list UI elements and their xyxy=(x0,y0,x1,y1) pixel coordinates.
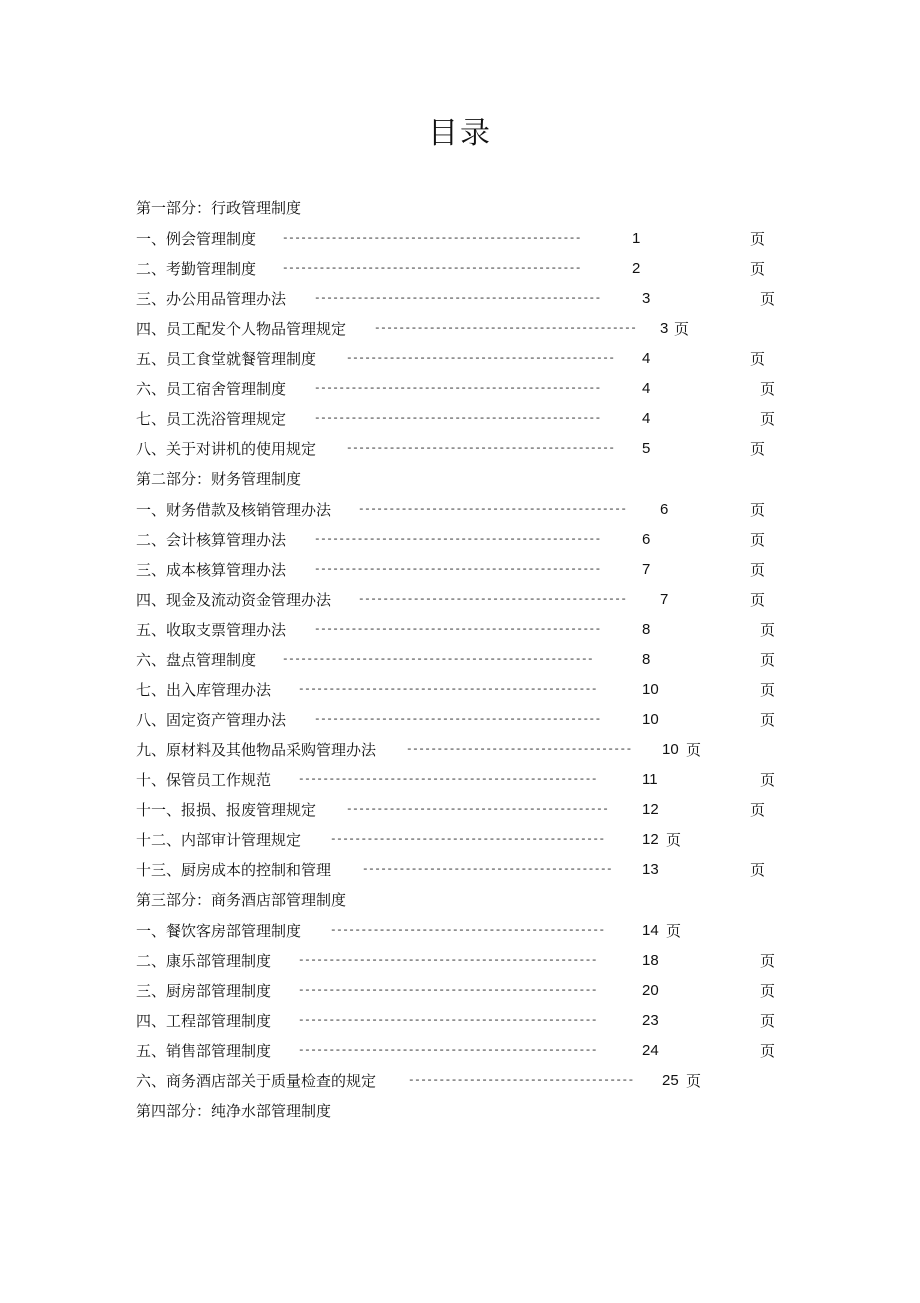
toc-entry xyxy=(136,585,836,615)
page-unit: 页 xyxy=(666,922,682,940)
page-unit: 页 xyxy=(760,380,776,398)
leader-dashes: ----------------------------------------------- xyxy=(314,624,601,636)
toc-entry xyxy=(136,1036,836,1066)
page-number: 5 xyxy=(642,440,651,457)
entry-title: 三、成本核算管理办法 xyxy=(136,561,287,579)
entry-title: 四、工程部管理制度 xyxy=(136,1012,272,1030)
toc-entry xyxy=(136,795,836,825)
toc-entry xyxy=(136,735,836,765)
toc-entry xyxy=(136,675,836,705)
entry-title: 八、关于对讲机的使用规定 xyxy=(136,440,317,458)
page-title: 目录 xyxy=(428,116,492,151)
toc-entry xyxy=(136,825,836,855)
page-unit: 页 xyxy=(760,681,776,699)
toc-section-heading xyxy=(136,885,836,916)
leader-dashes: ----------------------------------------------- xyxy=(314,564,601,576)
page-unit: 页 xyxy=(750,440,766,458)
page-unit: 页 xyxy=(666,831,682,849)
page-unit: 页 xyxy=(760,982,776,1000)
entry-title: 五、销售部管理制度 xyxy=(136,1042,272,1060)
toc-entry xyxy=(136,705,836,735)
page-unit: 页 xyxy=(750,350,766,368)
page-number: 8 xyxy=(642,621,651,638)
entry-title: 十二、内部审计管理规定 xyxy=(136,831,302,849)
page-number: 3 xyxy=(642,290,651,307)
entry-title: 三、厨房部管理制度 xyxy=(136,982,272,1000)
page-number: 4 xyxy=(642,380,651,397)
toc-entry xyxy=(136,374,836,404)
page-unit: 页 xyxy=(686,1072,702,1090)
page-number: 14 xyxy=(642,922,659,939)
leader-dashes: ------------------------------------- xyxy=(408,1075,634,1087)
leader-dashes: ------------------------------------------------- xyxy=(298,684,597,696)
section-title: 第四部分：纯净水部管理制度 xyxy=(136,1102,332,1120)
entry-title: 四、现金及流动资金管理办法 xyxy=(136,591,332,609)
page-number: 24 xyxy=(642,1042,659,1059)
page-number: 12 xyxy=(642,831,659,848)
entry-title: 五、收取支票管理办法 xyxy=(136,621,287,639)
page-number: 13 xyxy=(642,861,659,878)
page-unit: 页 xyxy=(760,771,776,789)
leader-dashes: ------------------------------------------------- xyxy=(282,233,581,245)
entry-title: 六、盘点管理制度 xyxy=(136,651,257,669)
leader-dashes: ----------------------------------------------- xyxy=(314,293,601,305)
page-number: 3 xyxy=(660,320,669,337)
entry-title: 二、康乐部管理制度 xyxy=(136,952,272,970)
entry-title: 十、保管员工作规范 xyxy=(136,771,272,789)
page-number: 2 xyxy=(632,260,641,277)
page-unit: 页 xyxy=(760,651,776,669)
leader-dashes: -------------------------------------------- xyxy=(346,443,615,455)
toc-section-heading xyxy=(136,193,836,224)
toc-entry xyxy=(136,615,836,645)
page-number: 23 xyxy=(642,1012,659,1029)
toc-entry xyxy=(136,555,836,585)
toc-entry xyxy=(136,224,836,254)
toc-entry xyxy=(136,404,836,434)
entry-title: 六、员工宿舍管理制度 xyxy=(136,380,287,398)
page-number: 11 xyxy=(642,771,658,788)
entry-title: 二、考勤管理制度 xyxy=(136,260,257,278)
toc-entry xyxy=(136,434,836,464)
page-unit: 页 xyxy=(760,1012,776,1030)
page-unit: 页 xyxy=(750,230,766,248)
entry-title: 一、例会管理制度 xyxy=(136,230,257,248)
entry-title: 二、会计核算管理办法 xyxy=(136,531,287,549)
page-unit: 页 xyxy=(750,591,766,609)
leader-dashes: ------------------------------------------------- xyxy=(298,1015,597,1027)
entry-title: 五、员工食堂就餐管理制度 xyxy=(136,350,317,368)
toc-entry xyxy=(136,765,836,795)
toc-entry xyxy=(136,976,836,1006)
toc-entry xyxy=(136,916,836,946)
page-number: 7 xyxy=(660,591,669,608)
section-title: 第一部分：行政管理制度 xyxy=(136,199,302,217)
entry-title: 八、固定资产管理办法 xyxy=(136,711,287,729)
page-number: 8 xyxy=(642,651,651,668)
leader-dashes: --------------------------------------------------- xyxy=(282,654,594,666)
page-unit: 页 xyxy=(750,861,766,879)
page-number: 10 xyxy=(642,711,659,728)
toc-entry xyxy=(136,284,836,314)
page-unit: 页 xyxy=(750,531,766,549)
leader-dashes: ----------------------------------------------- xyxy=(314,714,601,726)
leader-dashes: ------------------------------------------- xyxy=(374,323,637,335)
toc-entry xyxy=(136,314,836,344)
page-unit: 页 xyxy=(760,290,776,308)
leader-dashes: ----------------------------------------- xyxy=(362,864,613,876)
page-unit: 页 xyxy=(674,320,690,338)
page-number: 4 xyxy=(642,350,651,367)
page-number: 7 xyxy=(642,561,651,578)
toc-section-heading xyxy=(136,1096,836,1127)
toc-section-heading xyxy=(136,464,836,495)
page-number: 18 xyxy=(642,952,659,969)
page-unit: 页 xyxy=(750,501,766,519)
entry-title: 九、原材料及其他物品采购管理办法 xyxy=(136,741,377,759)
entry-title: 三、办公用品管理办法 xyxy=(136,290,287,308)
page-number: 20 xyxy=(642,982,659,999)
entry-title: 七、员工洗浴管理规定 xyxy=(136,410,287,428)
page-number: 6 xyxy=(660,501,669,518)
leader-dashes: -------------------------------------------- xyxy=(346,353,615,365)
leader-dashes: ------------------------------------------------- xyxy=(298,955,597,967)
page-number: 1 xyxy=(632,230,641,247)
page-unit: 页 xyxy=(760,1042,776,1060)
toc-entry xyxy=(136,254,836,284)
entry-title: 十三、厨房成本的控制和管理 xyxy=(136,861,332,879)
leader-dashes: ------------------------------------------------- xyxy=(282,263,581,275)
leader-dashes: ------------------------------------------------- xyxy=(298,774,597,786)
entry-title: 七、出入库管理办法 xyxy=(136,681,272,699)
page-unit: 页 xyxy=(750,561,766,579)
leader-dashes: ----------------------------------------------- xyxy=(314,383,601,395)
toc-entry xyxy=(136,1066,836,1096)
toc-entry xyxy=(136,525,836,555)
entry-title: 一、餐饮客房部管理制度 xyxy=(136,922,302,940)
toc-entry xyxy=(136,645,836,675)
leader-dashes: ------------------------------------------------- xyxy=(298,1045,597,1057)
toc-entry xyxy=(136,855,836,885)
entry-title: 十一、报损、报废管理规定 xyxy=(136,801,317,819)
section-title: 第三部分：商务酒店部管理制度 xyxy=(136,891,347,909)
page-number: 6 xyxy=(642,531,651,548)
leader-dashes: ------------------------------------- xyxy=(406,744,632,756)
leader-dashes: ------------------------------------------------- xyxy=(298,985,597,997)
entry-title: 六、商务酒店部关于质量检查的规定 xyxy=(136,1072,377,1090)
leader-dashes: -------------------------------------------- xyxy=(358,594,627,606)
toc-entry xyxy=(136,1006,836,1036)
leader-dashes: --------------------------------------------- xyxy=(330,925,605,937)
page-unit: 页 xyxy=(750,260,766,278)
page-number: 10 xyxy=(642,681,659,698)
leader-dashes: ----------------------------------------------- xyxy=(314,413,601,425)
toc-entry xyxy=(136,344,836,374)
page-unit: 页 xyxy=(750,801,766,819)
page-number: 4 xyxy=(642,410,651,427)
section-title: 第二部分：财务管理制度 xyxy=(136,470,302,488)
leader-dashes: --------------------------------------------- xyxy=(330,834,605,846)
page-number: 25 xyxy=(662,1072,679,1089)
table-of-contents xyxy=(136,193,836,1127)
page-unit: 页 xyxy=(686,741,702,759)
page-unit: 页 xyxy=(760,711,776,729)
toc-entry xyxy=(136,946,836,976)
page-unit: 页 xyxy=(760,621,776,639)
toc-entry xyxy=(136,495,836,525)
page-number: 12 xyxy=(642,801,659,818)
entry-title: 四、员工配发个人物品管理规定 xyxy=(136,320,347,338)
leader-dashes: ------------------------------------------- xyxy=(346,804,609,816)
page-unit: 页 xyxy=(760,410,776,428)
page-unit: 页 xyxy=(760,952,776,970)
leader-dashes: -------------------------------------------- xyxy=(358,504,627,516)
leader-dashes: ----------------------------------------------- xyxy=(314,534,601,546)
entry-title: 一、财务借款及核销管理办法 xyxy=(136,501,332,519)
page-number: 10 xyxy=(662,741,679,758)
